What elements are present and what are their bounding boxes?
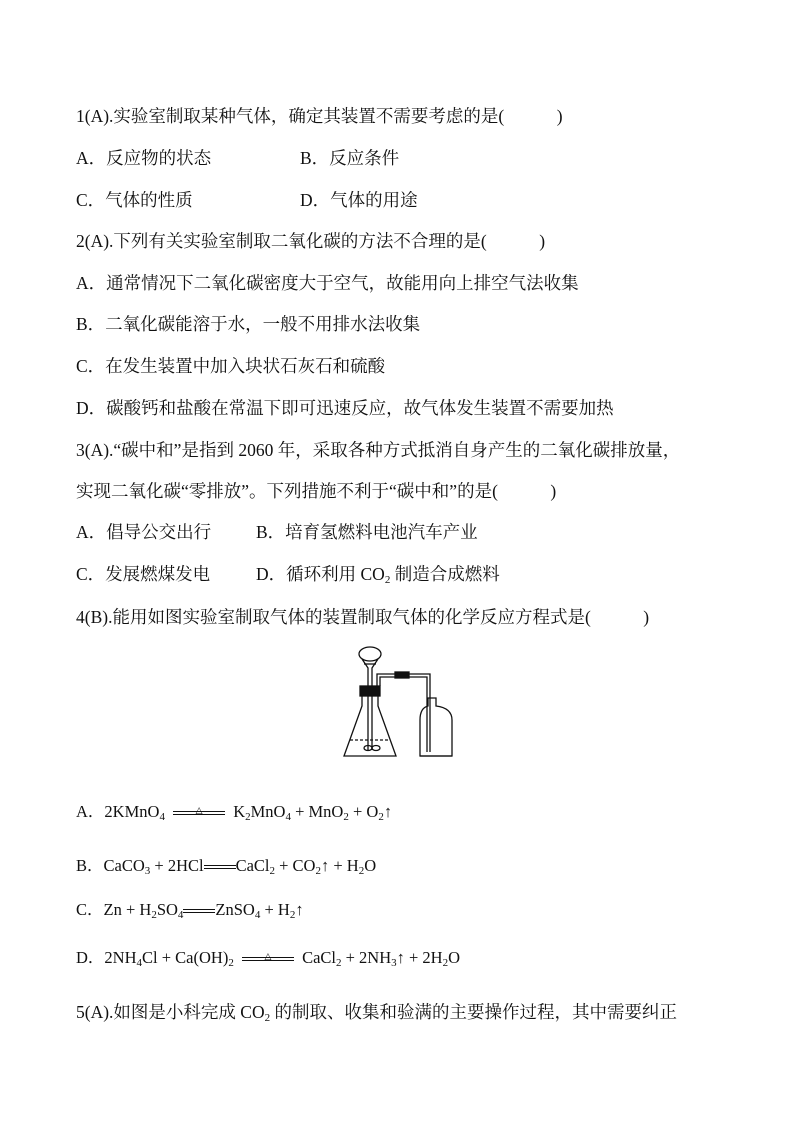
- q3-option-b: B．培育氢燃料电池汽车产业: [256, 522, 478, 542]
- gas-generation-apparatus-diagram: [340, 644, 464, 764]
- heating-condition-mark: △: [173, 807, 225, 819]
- q3-option-a: A．倡导公交出行: [76, 522, 212, 542]
- q1-option-c: C．气体的性质: [76, 190, 193, 210]
- q4-option-b: B．CaCO$_3$ + 2HCl CaCl$_2$ + $CO_2↑ + H_2O$: [76, 856, 377, 877]
- q5-stem: 5(A).如图是小科完成 $CO_2$ 的制取、收集和验满的主要操作过程，其中需要纠正: [76, 1002, 677, 1024]
- q3-option-c: C．发展燃煤发电: [76, 564, 211, 584]
- q3-stem-line2: 实现二氧化碳“零排放”。下列措施不利于“碳中和”的是( ): [76, 481, 557, 501]
- q4-option-a: A．2KMnO$_4$ △ $K_2MnO_4 + MnO_2$ + $O_2↑$: [76, 802, 393, 823]
- q4-option-d: D．$2NH_4Cl + Ca(OH)_2$ △ CaCl$_2$ + $2NH_3↑ + 2H_2O$: [76, 948, 461, 969]
- q2-option-a: A．通常情况下二氧化碳密度大于空气，故能用向上排空气法收集: [76, 273, 579, 293]
- q2-option-b: B．二氧化碳能溶于水，一般不用排水法收集: [76, 314, 421, 334]
- q4-option-c: C．$Zn + H_2SO_4$ ZnSO$_4$ + $H_2↑$: [76, 900, 304, 921]
- q4-stem: 4(B).能用如图实验室制取气体的装置制取气体的化学反应方程式是( ): [76, 607, 650, 627]
- q1-stem: 1(A).实验室制取某种气体，确定其装置不需要考虑的是( ): [76, 106, 563, 126]
- q3-option-d: D．循环利用 $CO_2$ 制造合成燃料: [256, 564, 500, 586]
- q1-option-d: D．气体的用途: [300, 190, 418, 210]
- q1-option-b: B．反应条件: [300, 148, 400, 168]
- q2-option-c: C．在发生装置中加入块状石灰石和硫酸: [76, 356, 386, 376]
- q1-option-a: A．反应物的状态: [76, 148, 212, 168]
- q2-option-d: D．碳酸钙和盐酸在常温下即可迅速反应，故气体发生装置不需要加热: [76, 398, 614, 418]
- heating-condition-mark: △: [242, 953, 294, 965]
- q3-stem-line1: 3(A).“碳中和”是指到 2060 年，采取各种方式抵消自身产生的二氧化碳排放量，: [76, 440, 681, 460]
- q2-stem: 2(A).下列有关实验室制取二氧化碳的方法不合理的是( ): [76, 231, 546, 251]
